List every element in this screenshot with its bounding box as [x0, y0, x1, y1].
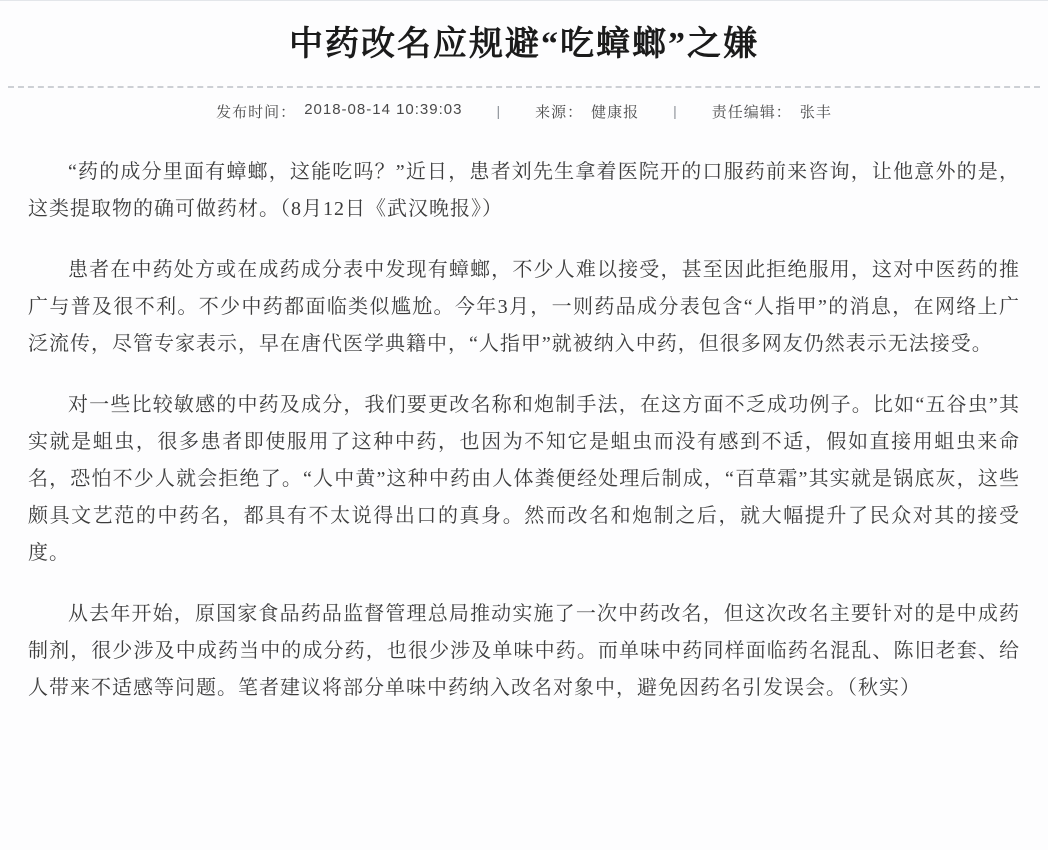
meta-separator: | [673, 103, 678, 120]
publish-time-group [216, 101, 462, 122]
publish-time-label: 发布时间： [216, 103, 297, 121]
meta-separator: | [496, 103, 502, 120]
dashed-divider [8, 86, 1040, 88]
article-paragraph: 从去年开始，原国家食品药品监督管理总局推动实施了一次中药改名，但这次改名主要针对的是中成药制剂，很少涉及中成药当中的成分药，也很少涉及单味中药。而单味中药同样面临药名混乱、陈旧老套、给人带来不适感等问题。笔者建议将部分单味中药纳入改名对象中，避免因药名引发误会。（秋实） [28, 602, 1020, 699]
editor-label: 责任编辑： [711, 103, 792, 121]
article-meta [0, 101, 1048, 122]
editor-group [712, 101, 832, 122]
article-paragraph: 对一些比较敏感的中药及成分，我们要更改名称和炮制手法，在这方面不乏成功例子。比如“五谷虫”其实就是蛆虫，很多患者即使服用了这种中药，也因为不知它是蛆虫而没有感到不适，假如直接用蛆虫来命名，恐怕不少人就会拒绝了。“人中黄”这种中药由人体粪便经处理后制成，“百草霜”其实就是锅底灰，这些颇具文艺范的中药名，都具有不太说得出口的真身。然而改名和炮制之后，就大幅提升了民众对其的接受度。 [28, 393, 1020, 564]
editor-value: 张丰 [799, 103, 832, 121]
publish-time-value: 2018-08-14 10:39:03 [304, 100, 463, 118]
source-label: 来源： [535, 103, 584, 121]
source-group [535, 101, 639, 122]
source-value: 健康报 [591, 103, 640, 121]
page-title: 中药改名应规避“吃蟑螂”之嫌 [289, 26, 759, 63]
article-paragraph: 患者在中药处方或在成药成分表中发现有蟑螂，不少人难以接受，甚至因此拒绝服用，这对中医药的推广与普及很不利。不少中药都面临类似尴尬。今年3月，一则药品成分表包含“人指甲”的消息，在网络上广泛流传，尽管专家表示，早在唐代医学典籍中，“人指甲”就被纳入中药，但很多网友仍然表示无法接受。 [28, 258, 1020, 355]
article-paragraph: “药的成分里面有蟑螂，这能吃吗？”近日，患者刘先生拿着医院开的口服药前来咨询，让他意外的是，这类提取物的确可做药材。（8月12日《武汉晚报》） [28, 160, 1020, 220]
article-body [0, 154, 1048, 707]
